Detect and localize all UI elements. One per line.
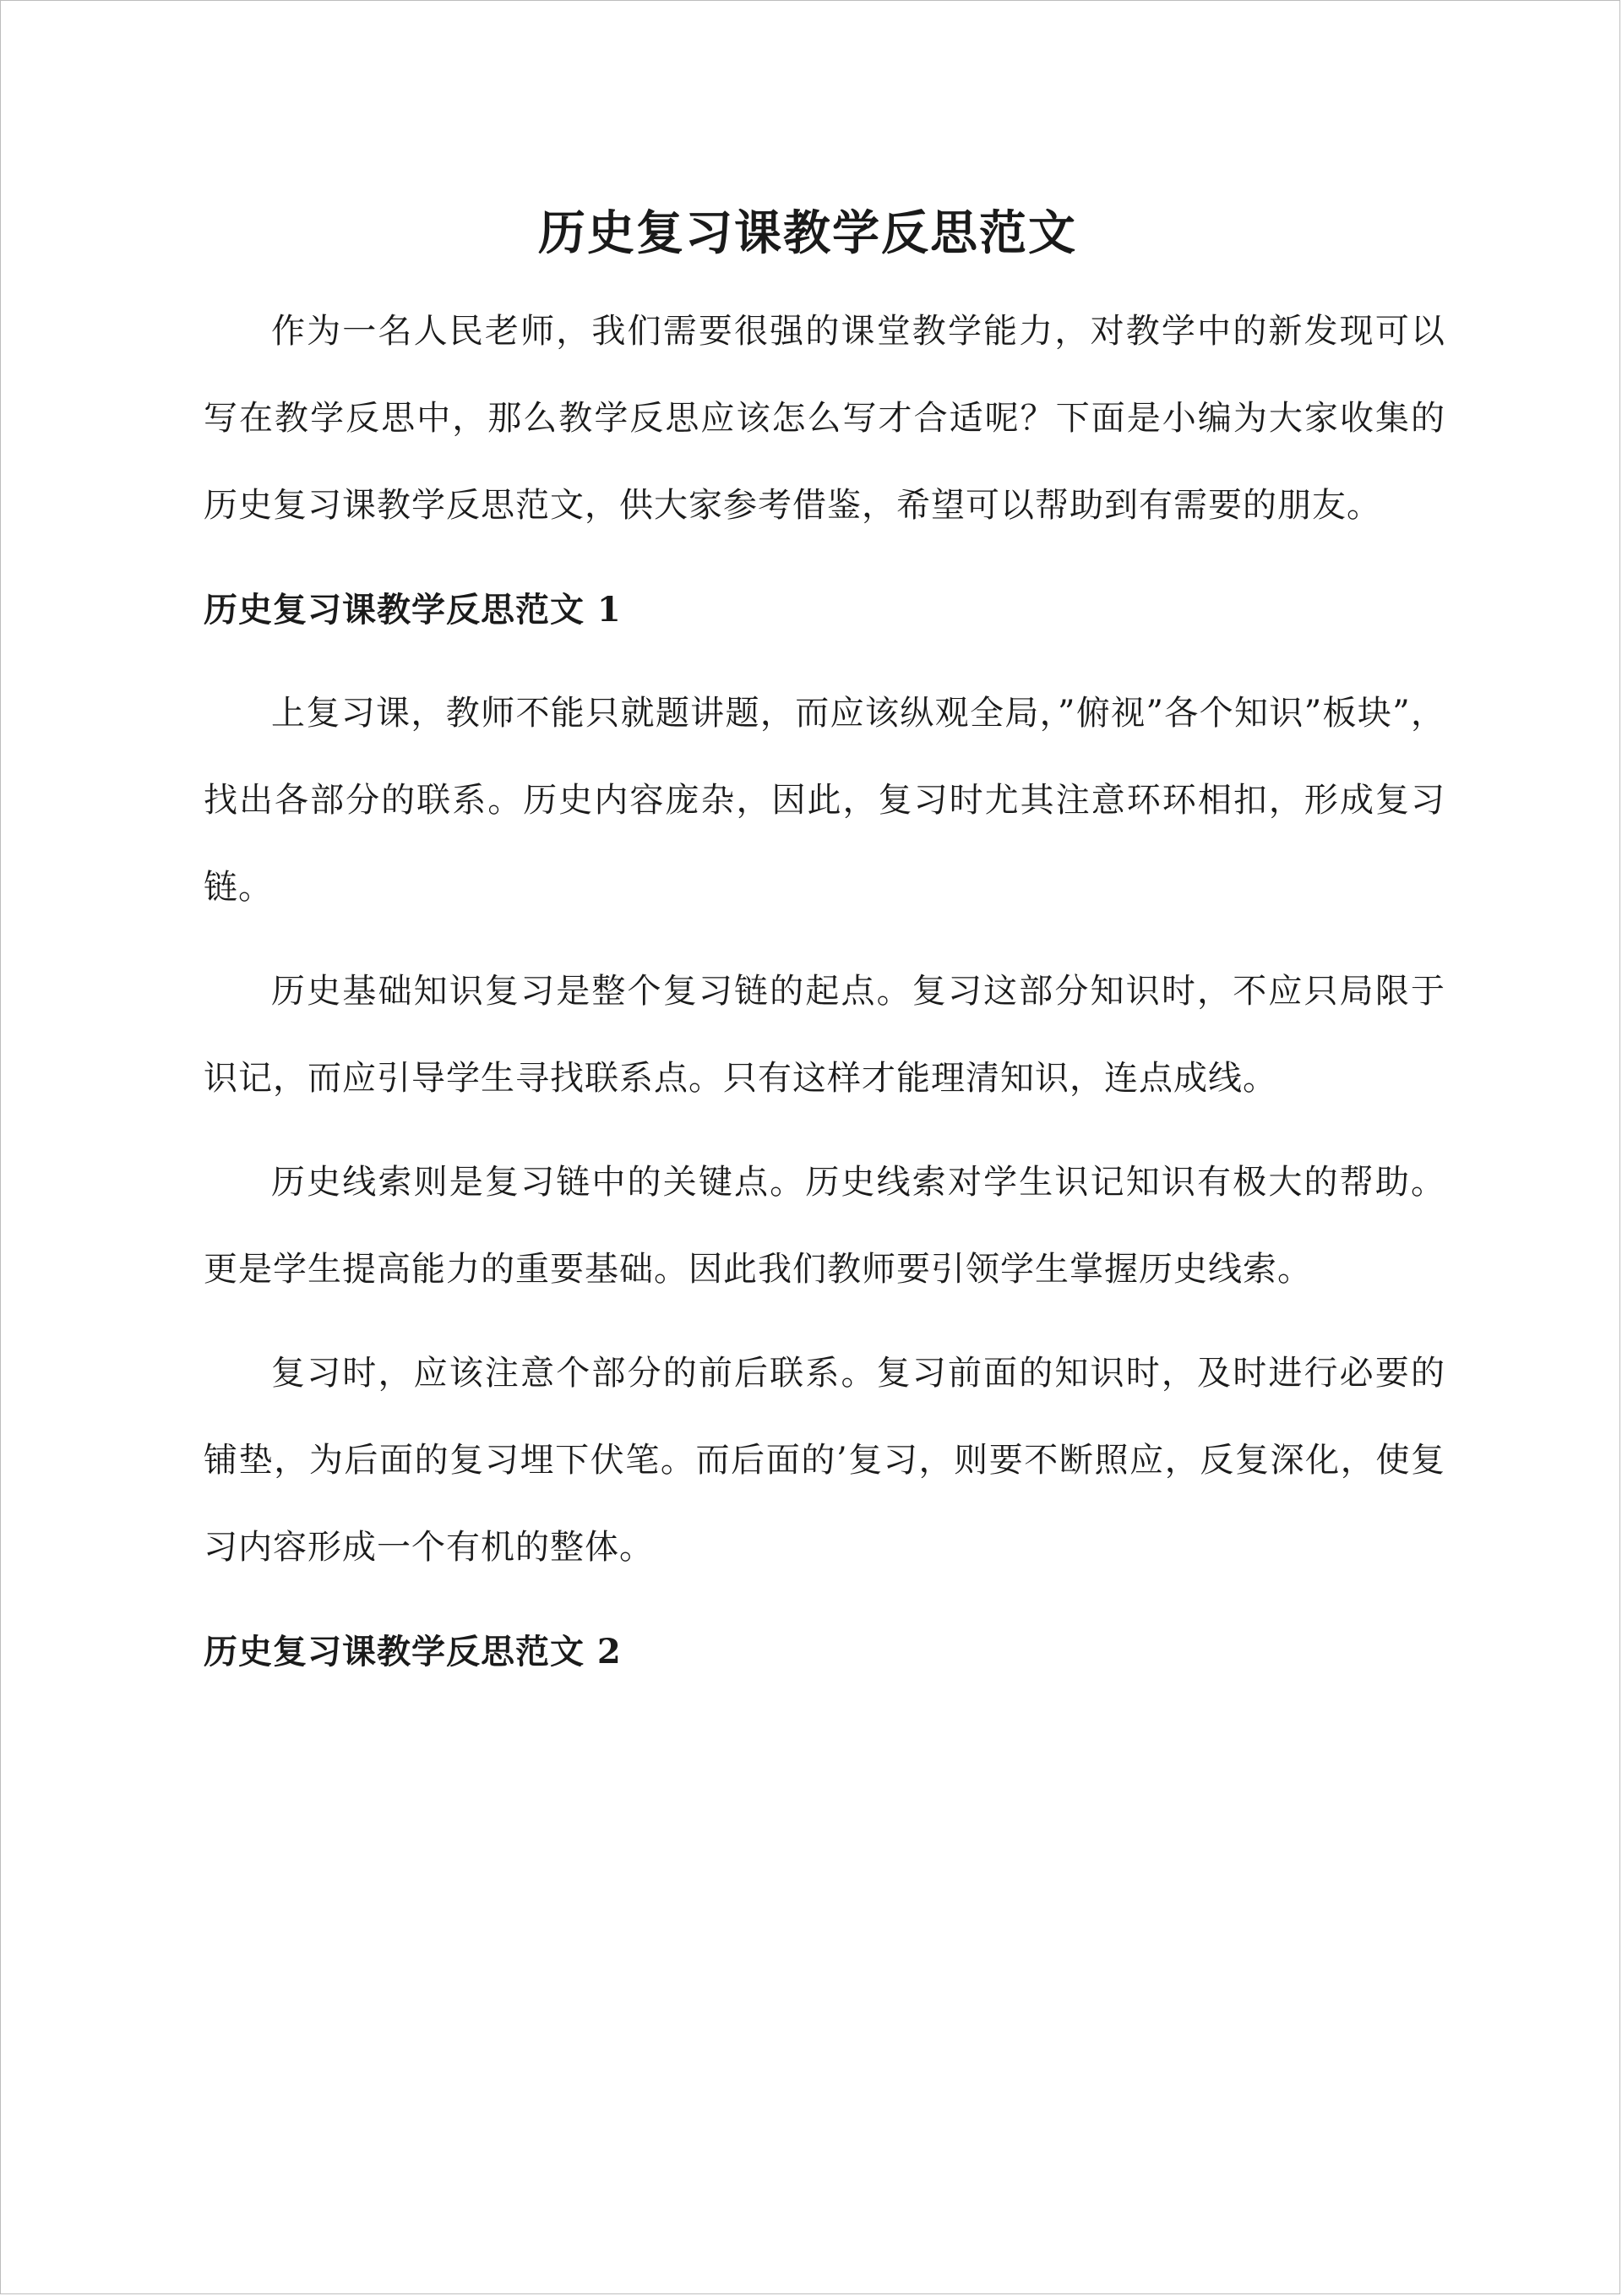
section-heading-2: 历史复习课教学反思范文 2 xyxy=(204,1632,622,1672)
document-title: 历史复习课教学反思范文 xyxy=(538,205,1077,261)
intro-paragraph: 作为一名人民老师，我们需要很强的课堂教学能力，对教学中的新发现可以写在教学反思中，那么教学反思应该怎么写才合适呢？下面是小编为大家收集的历史复习课教学反思范文，供大家参考借鉴，希望可以帮助到有需要的朋友。 xyxy=(204,312,1445,525)
document-content xyxy=(204,195,1445,1712)
section-1-paragraph-3: 历史线索则是复习链中的关键点。历史线索对学生识记知识有极大的帮助。更是学生提高能力的重要基础。因此我们教师要引领学生掌握历史线索。 xyxy=(204,1163,1445,1289)
section-1-paragraph-1: 上复习课，教师不能只就题讲题，而应该纵观全局，”俯视”各个知识”板块”，找出各部分的联系。历史内容庞杂，因此，复习时尤其注意环环相扣，形成复习链。 xyxy=(204,694,1445,907)
section-heading-1: 历史复习课教学反思范文 1 xyxy=(204,590,622,630)
section-1-paragraph-2: 历史基础知识复习是整个复习链的起点。复习这部分知识时，不应只局限于识记，而应引导学生寻找联系点。只有这样才能理清知识，连点成线。 xyxy=(204,972,1445,1098)
section-1-paragraph-4: 复习时，应该注意个部分的前后联系。复习前面的知识时，及时进行必要的铺垫，为后面的复习埋下伏笔。而后面的’复习，则要不断照应，反复深化，使复习内容形成一个有机的整体。 xyxy=(204,1354,1445,1567)
